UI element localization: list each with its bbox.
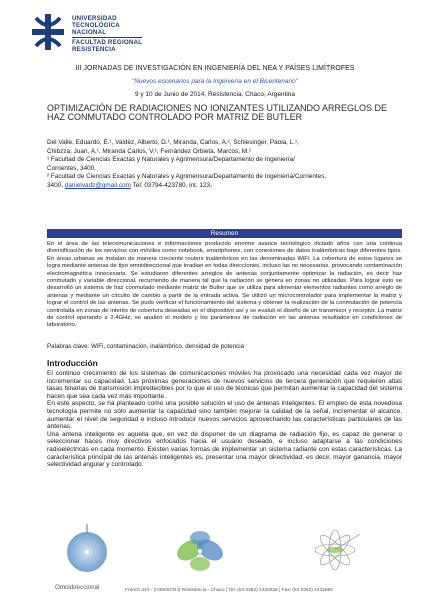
intro-paragraph: En este aspecto, se ha planteado como una posible solución el uso de antenas inteligentes. El empleo de esta novedosa tecnología permite no sólo aumentar la capacidad sino también mejorar la calidad de la señal, incrementar el alcance, aumentar el nivel de seguridad e incluso introducir nuevos servicios aprovechando las características particulares de las antenas. xyxy=(47,400,402,431)
conference-title: III JORNADAS DE INVESTIGACIÓN EN INGENIERÍA DEL NEA Y PAÍSES LIMÍTROFES xyxy=(75,65,355,72)
figure-switched-beam xyxy=(155,520,245,580)
affiliation-line: Corrientes, 3400. xyxy=(47,164,97,172)
email-prefix: 3400, xyxy=(47,181,65,189)
university-logo xyxy=(30,12,260,56)
abstract-heading-bar: Resumen xyxy=(47,229,402,238)
logo-line: UNIVERSIDAD xyxy=(72,15,117,22)
email-link[interactable]: danielvadz@gmail.com xyxy=(64,181,131,189)
logo-line: TECNOLÓGICA xyxy=(72,22,120,29)
author-line: Chibzza, Juan, A.¹, Miranda Carlos, V.¹, Fernández Orbieta, Marcos, M.¹ xyxy=(47,147,251,155)
logo-line: RESISTENCIA xyxy=(72,46,116,53)
affiliation-line: ² Facultad de Ciencias Exactas y Naturales y Agrimensura/Departamento de Ingeniería/Corrientes, xyxy=(47,173,327,181)
authors-block xyxy=(47,139,402,191)
contact-line xyxy=(47,182,402,191)
intro-body xyxy=(47,370,402,469)
intro-heading: Introducción xyxy=(47,358,98,368)
figure-caption: Omnidireccional xyxy=(55,584,100,591)
conference-date: 9 y 10 de Junio de 2014, Resistencia, Chaco, Argentina xyxy=(134,91,296,98)
figure-omnidirectional xyxy=(52,520,122,580)
conference-subtitle: "Nuevos escenarios para la Ingeniería en el Bicentenario" xyxy=(131,78,299,85)
logo-wordmark xyxy=(72,15,142,53)
affiliation-line: ¹ Facultad de Ciencias Exactas y Naturales y Agrimensura/Departamento de Ingeniería/ xyxy=(47,156,295,164)
page-footer: French 414 - (H3500CHJ) Resistencia - Chaco | Tel: (54 0362) 4432928 | Fax: (54 0362) 4432683 xyxy=(125,588,333,593)
keywords-line: Palabras clave: WiFi, contaminación, inalámbrico, densidad de potencia xyxy=(47,343,245,350)
utn-logo-icon xyxy=(30,12,66,52)
author-line: Del Valle, Eduardo, E.¹, Valdéz, Alberto, D.¹, Miranda, Carlos, A.², Schlesinger, Paola, L.¹, xyxy=(47,139,299,146)
intro-paragraph: Una antena inteligente es aquella que, en vez de disponer de un diagrama de radiación fijo, es capaz de generar o seleccionar haces muy directivos enfocados hacia el usuario deseado, e incluso adaptarse a las condiciones radioeléctricas en cada momento. Existen varias formas de implementar un sistema radiante con estas características. La característica principal de las antenas inteligentes es, presentar una mayor directividad, es decir, mayor ganancia, mayor selectividad angular y controlado. xyxy=(47,430,402,469)
logo-line: FACULTAD REGIONAL xyxy=(72,39,143,46)
phone-text: Tel: 03794-423780, int. 123. xyxy=(130,181,212,189)
abstract-text: En el área de las telecomunicaciones e informaciones producido enorme avance tecnológico dictado años con una continua diversificación de los servicios con móviles como notebook, smartphones, con conexiones de datos inalámbricas bajo diferentes tipos. En áreas urbanas se instalan de manera creciente routers inalámbricos en las denominadas WiFi. La cobertura de estos lugares se logra mediante antenas de tipo omnidireccional que irradian en todas direcciones, incluso las no necesarias, provocando contaminación electromagnética innecesaria. Se estudiaron diferentes arreglos de antenas conjuntamente optimizar la radiación, es decir haz conmutado y variable direccional, recurriendo de manera tal que la radiación se genera en zonas no utilizadas. Para lograr esto se desarrolló un sistema de haz conmutado mediante matriz de Butler que se utiliza para alimentar elementos radiantes como arreglo de antenas y mediante un circuito de cambio a partir de la entrada activa. Se utilizó un microcontrolador para implementar la matriz y lograr el control de las antenas. Se pudo verificar el funcionamiento del sistema y obtener la realización de la conmutación de potencia controlada en zonas de interés de cobertura deseadas en el dispositivo así y se evaluó el diseño de un transmisor y receptor. La matriz de control operando a 2.4GHz, se analizó el modelo y los parámetros de radiación en las antenas resultados en condiciones de laboratorio. xyxy=(47,241,402,329)
logo-line: NACIONAL xyxy=(72,29,107,36)
figure-radiation-pattern xyxy=(290,520,380,580)
logo-divider xyxy=(72,37,142,38)
intro-paragraph: El continuo crecimiento de los sistemas de comunicaciones móviles ha provocado una necesidad cada vez mayor de incrementar su capacidad. Las próximas generaciones de nuevos servicios de tercera generación que requieren altas tasas binarias de transmisión impredecibles por lo que el uso de técnicas que permitan aumentar la capacidad del sistema hacen que sea cada vez más importante. xyxy=(47,370,402,400)
paper-title: OPTIMIZACIÓN DE RADIACIONES NO IONIZANTES UTILIZANDO ARREGLOS DE HAZ CONMUTADO CONTROLADO POR MATRIZ DE BUTLER xyxy=(47,103,388,122)
